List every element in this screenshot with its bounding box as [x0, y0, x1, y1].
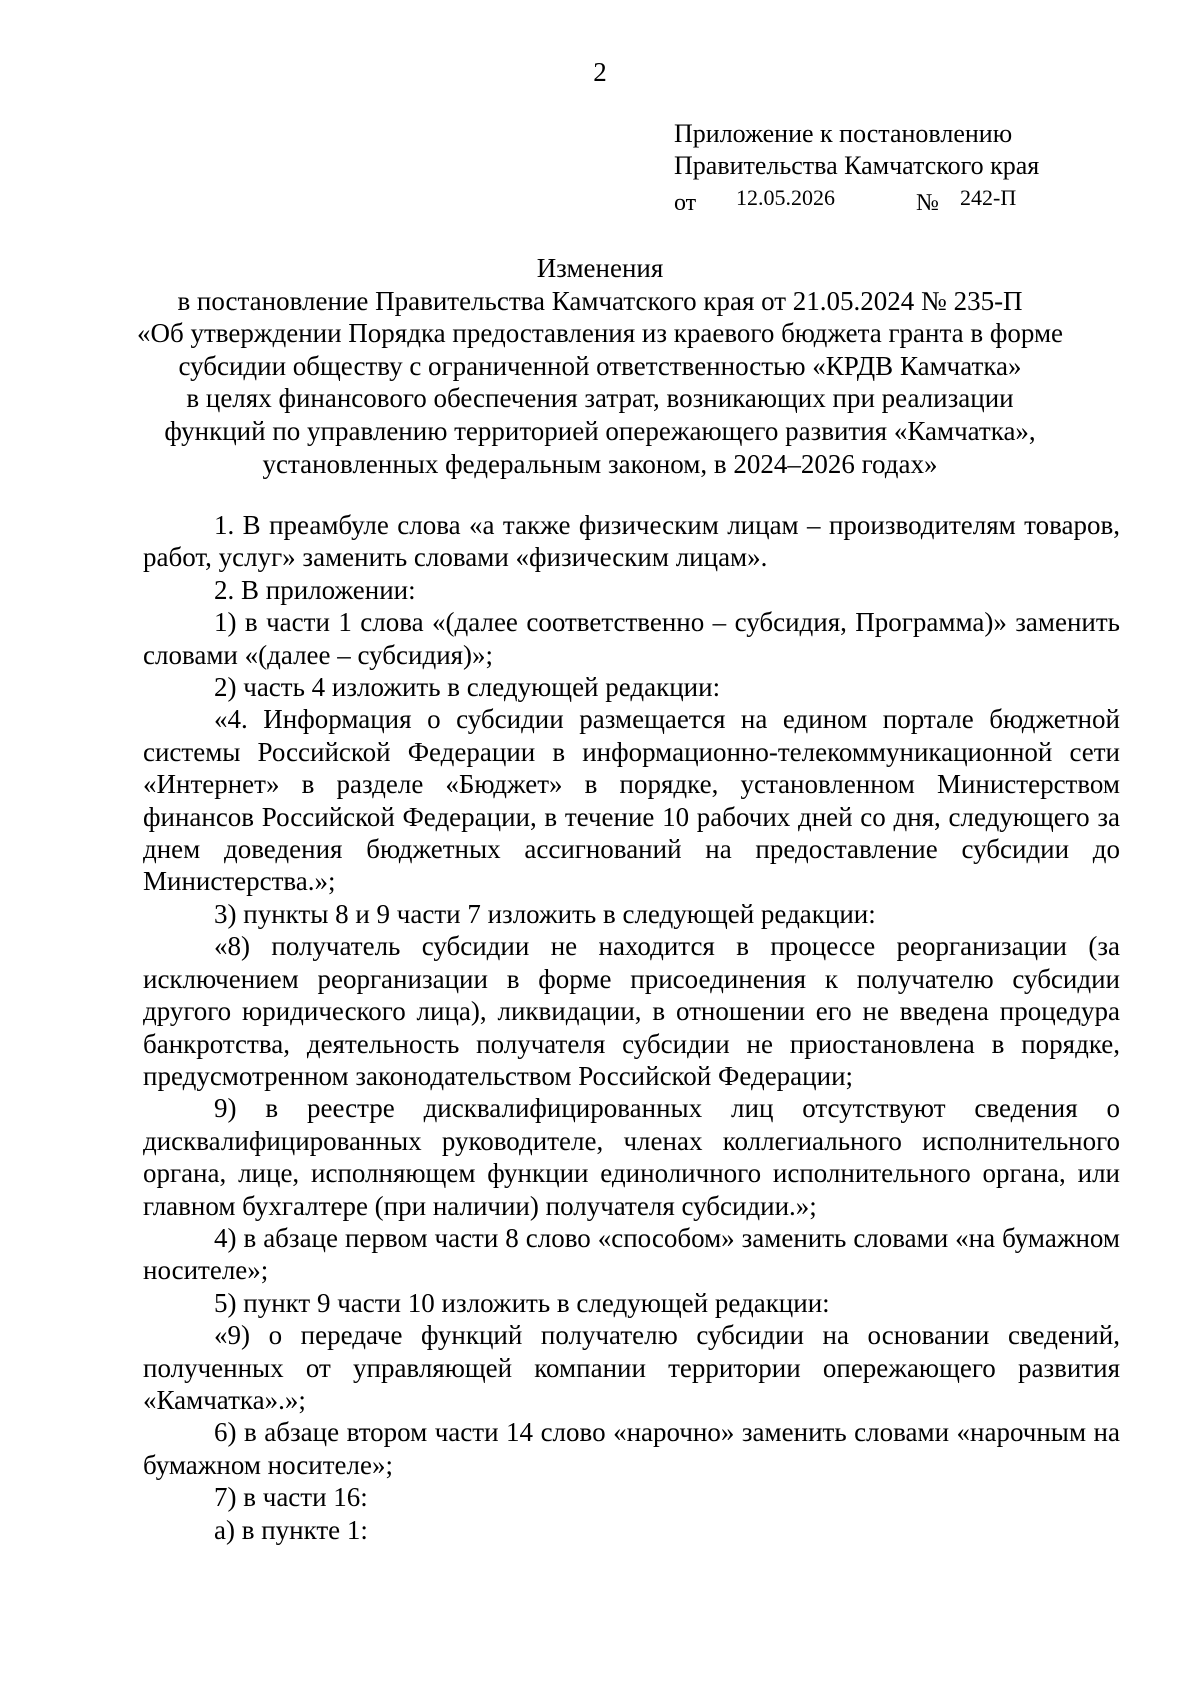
paragraph: 9) в реестре дисквалифицированных лиц отсутствуют сведения о дисквалифицированных руководителе, членах коллегиального исполнительного органа, лице, исполняющем функции единоличного исполнительного органа, или главном бухгалтере (при наличии) получателя субсидии.»; — [143, 1093, 1120, 1221]
paragraph: 4) в абзаце первом части 8 слово «способом» заменить словами «на бумажном носителе»; — [143, 1222, 1120, 1286]
paragraph: а) в пункте 1: — [214, 1514, 368, 1545]
document-heading — [130, 252, 1070, 480]
paragraph: «8) получатель субсидии не находится в процессе реорганизации (за исключением реорганизации в форме присоединения к получателю субсидии другого юридического лица), ликвидации, в отношении его не введена процедура банкротства, деятельность получателя субсидии не приостановлена в порядке, предусмотренном законодательством Российской Федерации; — [143, 931, 1120, 1091]
resolution-number: 242-П — [960, 185, 1017, 210]
resolution-date: 12.05.2026 — [736, 185, 835, 210]
paragraph: 2) часть 4 изложить в следующей редакции: — [214, 672, 721, 703]
appendix-block — [674, 118, 1134, 219]
paragraph: 1) в части 1 слова «(далее соответственно – субсидия, Программа)» заменить словами «(далее – субсидия)»; — [143, 607, 1120, 670]
paragraph: 7) в части 16: — [214, 1482, 368, 1513]
appendix-line-2: Правительства Камчатского края — [674, 151, 1040, 180]
heading-line: установленных федеральным законом, в 2024–2026 годах» — [262, 448, 938, 479]
number-label: № — [916, 190, 939, 216]
heading-title: Изменения — [536, 253, 664, 283]
paragraph: 3) пункты 8 и 9 части 7 изложить в следующей редакции: — [214, 898, 876, 929]
heading-line: функций по управлению территорией опережающего развития «Камчатка», — [164, 415, 1036, 446]
document-body — [143, 509, 1120, 1546]
appendix-date-line — [674, 182, 1134, 219]
page-number: 2 — [593, 57, 607, 87]
heading-line: субсидии обществу с ограниченной ответственностью «КРДВ Камчатка» — [178, 350, 1022, 381]
appendix-line-1: Приложение к постановлению — [674, 119, 1013, 148]
paragraph: 1. В преамбуле слова «а также физическим лицам – производителям товаров, работ, услуг» заменить словами «физическим лицам». — [143, 510, 1120, 573]
heading-line: в постановление Правительства Камчатского края от 21.05.2024 № 235-П — [177, 285, 1023, 316]
from-label: от — [674, 190, 697, 216]
heading-line: «Об утверждении Порядка предоставления из краевого бюджета гранта в форме — [136, 318, 1064, 349]
paragraph: «9) о передаче функций получателю субсидии на основании сведений, полученных от управляющей компании территории опережающего развития «Камчатка».»; — [143, 1320, 1120, 1415]
paragraph: 5) пункт 9 части 10 изложить в следующей редакции: — [214, 1287, 830, 1318]
paragraph: «4. Информация о субсидии размещается на едином портале бюджетной системы Российской Федерации в информационно-телекоммуникационной сети «Интернет» в разделе «Бюджет» в порядке, установленном Министерством финансов Российской Федерации, в течение 10 рабочих дней со дня, следующего за днем доведения бюджетных ассигнований на предоставление субсидии до Министерства.»; — [143, 704, 1120, 897]
heading-line: в целях финансового обеспечения затрат, возникающих при реализации — [186, 383, 1014, 414]
paragraph: 2. В приложении: — [214, 574, 416, 605]
paragraph: 6) в абзаце втором части 14 слово «нарочно» заменить словами «нарочным на бумажном носителе»; — [143, 1417, 1120, 1480]
